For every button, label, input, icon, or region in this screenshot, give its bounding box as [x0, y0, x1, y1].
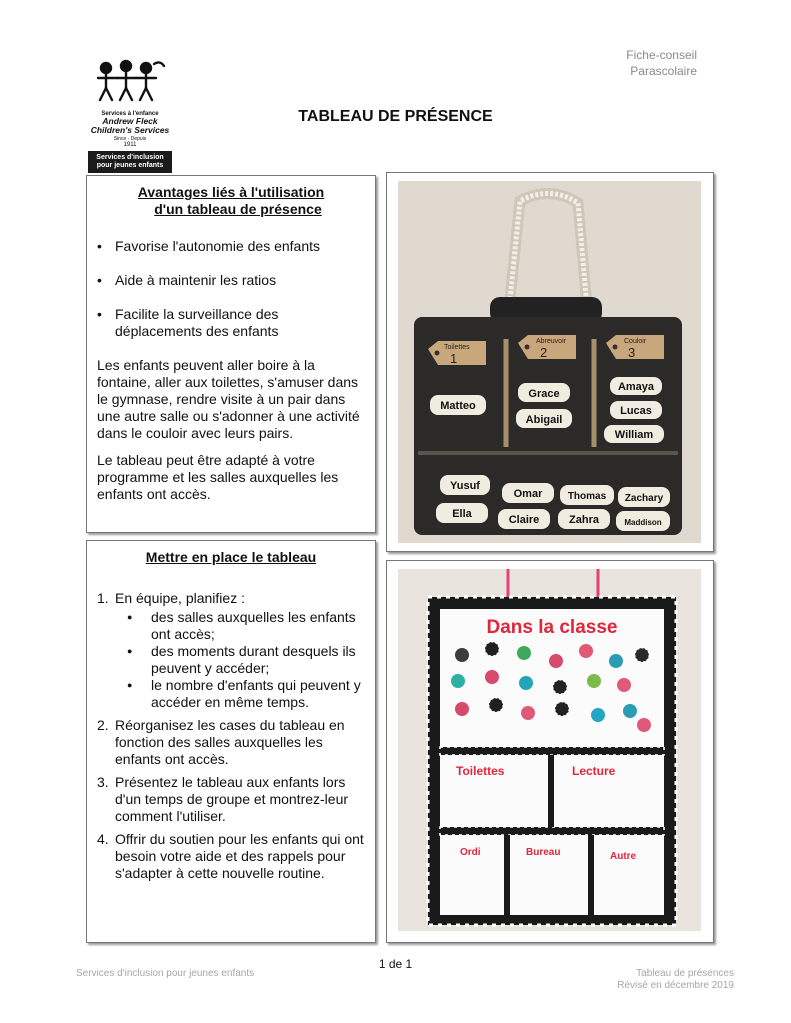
- zone-label-ordi: Ordi: [460, 847, 481, 858]
- name-card: Yusuf: [450, 480, 480, 492]
- step-text: En équipe, planifiez :: [115, 590, 245, 606]
- planning-item: ● le nombre d'enfants qui peuvent y accéder en même temps.: [115, 677, 365, 711]
- name-card: Zahra: [569, 514, 599, 526]
- name-card: Grace: [528, 388, 560, 400]
- page-number: 1 de 1: [378, 957, 413, 971]
- step-text: Offrir du soutien pour les enfants qui ont besoin votre aide et des rappels pour s'adapter à cette nouvelle routine.: [115, 831, 364, 881]
- footer-document-info: [617, 968, 734, 992]
- step-number: 4.: [97, 831, 109, 847]
- name-card: Amaya: [617, 381, 655, 393]
- logo-since-text: Since · Depuis: [113, 136, 147, 142]
- classroom-board-photo-frame: [386, 560, 714, 943]
- benefits-list: [97, 238, 365, 340]
- benefits-heading-line1: Avantages liés à l'utilisation: [137, 184, 325, 200]
- tag-number-1: 1: [450, 351, 458, 366]
- logo-services-text: Services à l'enfance: [101, 111, 159, 117]
- benefit-item: • Facilite la surveillance des déplacements des enfants: [97, 306, 365, 340]
- benefit-item: • Favorise l'autonomie des enfants: [97, 238, 365, 255]
- setup-heading: Mettre en place le tableau: [145, 549, 317, 565]
- benefit-item: • Aide à maintenir les ratios: [97, 272, 365, 289]
- name-card: Matteo: [440, 400, 476, 412]
- setup-step: [97, 774, 365, 825]
- attendance-board-photo: [398, 181, 701, 543]
- document-type: [626, 47, 697, 79]
- tag-number-3: 3: [628, 345, 636, 360]
- planning-sublist: [115, 609, 365, 711]
- benefits-paragraph-1: Les enfants peuvent aller boire à la fontaine, aller aux toilettes, s'amuser dans le gymnase, rendre visite à un pair dans une autre salle ou s'adonner à une activité dans le couloir avec leurs pairs.: [97, 357, 360, 441]
- logo-band-line2: pour jeunes enfants: [96, 162, 164, 169]
- name-card: Ella: [452, 508, 472, 520]
- setup-step: [97, 717, 365, 768]
- step-number: 3.: [97, 774, 109, 790]
- doc-type-line2: Parascolaire: [630, 64, 697, 78]
- step-text: Présentez le tableau aux enfants lors d'un temps de groupe et montrez-leur comment l'utiliser.: [115, 774, 349, 824]
- step-number: 1.: [97, 590, 109, 606]
- step-number: 2.: [97, 717, 109, 733]
- page-title: TABLEAU DE PRÉSENCE: [298, 108, 493, 125]
- children-logo-icon: [88, 58, 172, 104]
- footer-document-title: Tableau de présences: [636, 968, 734, 979]
- zone-label-lecture: Lecture: [572, 764, 616, 778]
- logo-band-line1: Services d'inclusion: [96, 154, 164, 161]
- benefits-paragraph-2: Le tableau peut être adapté à votre programme et les salles auxquelles les enfants ont accès.: [97, 452, 339, 502]
- tag-label-2: Abreuvoir: [536, 338, 566, 345]
- setup-box: [86, 540, 376, 943]
- planning-item: ● des moments durant desquels ils peuvent y accéder;: [115, 643, 365, 677]
- logo-program-band: [88, 151, 172, 173]
- name-card: Maddison: [624, 518, 662, 527]
- tag-label-3: Couloir: [624, 338, 647, 345]
- benefits-box: [86, 175, 376, 533]
- classroom-board-title: Dans la classe: [486, 617, 618, 638]
- benefits-heading-line2: d'un tableau de présence: [154, 201, 322, 217]
- logo-name-line1: Andrew Fleck: [102, 116, 158, 126]
- name-card: Claire: [508, 514, 540, 526]
- tag-label-1: Toilettes: [444, 344, 470, 351]
- name-card: Thomas: [567, 491, 607, 502]
- footer-revision-date: Révisé en décembre 2019: [617, 980, 734, 991]
- name-card: Lucas: [620, 405, 652, 417]
- tag-number-2: 2: [540, 345, 548, 360]
- doc-type-line1: Fiche-conseil: [626, 48, 697, 62]
- zone-label-bureau: Bureau: [526, 847, 561, 858]
- name-card: Zachary: [624, 493, 664, 504]
- attendance-board-photo-frame: [386, 172, 714, 552]
- setup-step: [97, 831, 365, 882]
- logo-name-line2: Children's Services: [90, 125, 170, 135]
- planning-item: ● des salles auxquelles les enfants ont accès;: [115, 609, 365, 643]
- name-card: William: [614, 429, 654, 441]
- name-card: Omar: [513, 488, 543, 500]
- logo-year: 1911: [123, 142, 137, 148]
- setup-steps: [97, 590, 365, 882]
- step-text: Réorganisez les cases du tableau en fonction des salles auxquelles les enfants ont accès.: [115, 717, 345, 767]
- zone-label-autre: Autre: [610, 851, 637, 862]
- name-card: Abigail: [525, 414, 563, 426]
- footer-organization: Services d'inclusion pour jeunes enfants: [76, 968, 255, 979]
- benefits-heading: [87, 184, 375, 218]
- classroom-board-photo: [398, 569, 701, 931]
- setup-step: [97, 590, 365, 711]
- zone-label-toilettes: Toilettes: [456, 764, 505, 778]
